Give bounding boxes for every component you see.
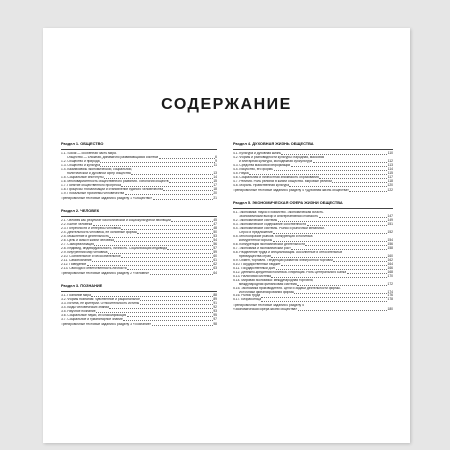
- toc-page-number: 57: [213, 246, 217, 251]
- dot-leader: [91, 296, 213, 297]
- toc-entry-label: 5.17. Безработица: [233, 298, 262, 302]
- toc-page-number: 168: [387, 269, 393, 274]
- dot-leader: [127, 269, 213, 270]
- toc-page-number: 147: [387, 214, 393, 219]
- dot-leader: [298, 310, 387, 311]
- toc-entry-label: 5.16. Рынок труда: [233, 294, 261, 298]
- toc-page-number: 62: [213, 261, 217, 266]
- toc-page-number: 56: [213, 242, 217, 247]
- dot-leader: [125, 194, 213, 195]
- toc-entry-label: политической и духовной сфер общества: [67, 172, 131, 176]
- dot-leader: [108, 253, 213, 254]
- dot-leader: [261, 297, 387, 298]
- dot-leader: [121, 229, 213, 230]
- dot-leader: [109, 308, 212, 309]
- section-divider: [233, 208, 393, 209]
- toc-entry-label: 2.11. Самопознание: [61, 258, 92, 262]
- toc-page-number: 9: [215, 159, 217, 164]
- toc-entry-label: Тренировочные тестовые задания к разделу 3 «Познание»: [61, 323, 152, 327]
- toc-page-number: 91: [213, 301, 217, 306]
- toc-page-number: 154: [387, 238, 393, 243]
- toc-page-number: 170: [387, 273, 393, 278]
- toc-entry-label: 1.8. Процессы глобализации и становление единого человечества: [61, 187, 164, 191]
- dot-leader: [152, 325, 213, 326]
- toc-page-number: 59: [213, 250, 217, 254]
- toc-entry-label: 3.1. Познание мира: [61, 294, 91, 298]
- toc-page-number: 112: [387, 159, 393, 164]
- toc-entry: [233, 298, 393, 302]
- toc-entry-label: 5.5. Многообразие рынков. Конкуренция и политика: [233, 235, 313, 239]
- toc-entry: [61, 318, 217, 322]
- toc-page-number: 178: [387, 297, 393, 302]
- toc-page-number: 64: [213, 270, 217, 275]
- toc-entry-label: 5.12. Денежно-кредитная политика. Инфляция. Роль Центрального Банка: [233, 270, 347, 274]
- document-page: [43, 28, 410, 443]
- dot-leader: [93, 225, 213, 226]
- dot-leader: [121, 257, 213, 258]
- toc-page-number: 152: [387, 230, 393, 235]
- toc-entry-label: «Экономическая сфера жизни общества»: [233, 307, 298, 311]
- toc-page-number: 172: [387, 281, 393, 286]
- toc-page-number: 180: [387, 306, 393, 311]
- toc-section: [233, 201, 393, 311]
- toc-entry-label: 4.4. Искусство, его формы: [233, 168, 274, 172]
- dot-leader: [291, 166, 388, 167]
- toc-page-number: 95: [213, 313, 217, 318]
- dot-leader: [249, 174, 387, 175]
- toc-entry-label: Тренировочные тестовые задания к разделу 4 «Духовная жизнь общества»: [233, 189, 349, 193]
- toc-entry-label: 3.5. Научное познание: [61, 310, 96, 314]
- toc-entry-label: 5.7. Экономика и экономический рост: [233, 247, 291, 251]
- toc-entry: [61, 272, 217, 276]
- toc-entry-label: 2.3. Потребности и интересы человека: [61, 227, 121, 231]
- dot-leader: [294, 293, 387, 294]
- dot-leader: [313, 162, 388, 163]
- dot-leader: [96, 312, 213, 313]
- dot-leader: [305, 245, 387, 246]
- toc-page-number: 164: [387, 261, 393, 266]
- toc-entry-label: 2.13. Свобода и ответственность личности: [61, 266, 127, 270]
- toc-page-number: 118: [387, 179, 393, 184]
- dot-leader: [109, 237, 213, 238]
- toc-entry-label: 5.15. Экономика производителя. Цели и задачи деятельности фирмы.: [233, 286, 341, 290]
- toc-page-number: 17: [213, 183, 217, 187]
- dot-leader: [114, 241, 213, 242]
- toc-entry-label: 1.6. Многовариантность общественного развития. Типология обществ: [61, 180, 169, 184]
- dot-leader: [137, 233, 213, 234]
- toc-page-number: 166: [387, 265, 393, 270]
- toc-entry-label: 2.2. Бытие человека: [61, 223, 93, 227]
- dot-leader: [291, 249, 387, 250]
- toc-entry-label: 5.9. Обмен, торговля. Тенденции развития электронной торговли: [233, 258, 334, 262]
- dot-leader: [271, 257, 387, 258]
- toc-right-column: [233, 142, 393, 319]
- dot-leader: [289, 186, 387, 187]
- toc-page-number: 50: [213, 230, 217, 235]
- dot-leader: [171, 221, 213, 222]
- dot-leader: [121, 186, 212, 187]
- toc-entry: [61, 267, 217, 271]
- toc-entry-label: 2.5. Мышление и деятельность: [61, 235, 110, 239]
- dot-leader: [307, 225, 388, 226]
- toc-page-number: 122: [387, 188, 393, 193]
- toc-page-number: 63: [213, 265, 217, 270]
- dot-leader: [276, 269, 387, 270]
- toc-entry-label: 2.12. Поведение: [61, 262, 87, 266]
- toc-entry-label: 4.2. Формы и разновидности культуры: народная, массовая: [233, 156, 325, 160]
- toc-entry-label: 5.3. Экономическое содержание собственности: [233, 223, 307, 227]
- toc-entry: [61, 192, 217, 196]
- toc-entry-label: Источники финансирования фирмы: [239, 290, 294, 294]
- toc-entry-label: 5.14. Мировая экономика: международная торговля,: [233, 278, 314, 282]
- toc-page-number: 162: [387, 257, 393, 262]
- toc-page-number: 115: [387, 171, 393, 176]
- dot-leader: [273, 241, 388, 242]
- toc-page-number: 176: [387, 293, 393, 298]
- dot-leader: [347, 273, 387, 274]
- toc-page-number: 110: [387, 151, 393, 156]
- section-divider: [233, 149, 393, 150]
- toc-entry-label: 5.4. Экономические системы. Рынок и рыночный механизм.: [233, 227, 325, 231]
- dot-leader: [87, 265, 213, 266]
- toc-entry-label: 2.7. Самореализация: [61, 243, 94, 247]
- dot-leader: [163, 190, 212, 191]
- dot-leader: [92, 261, 213, 262]
- dot-leader: [278, 221, 388, 222]
- toc-page-number: 6: [215, 155, 217, 160]
- section-divider: [61, 291, 217, 292]
- toc-entry-label: 4.7. Религия. Роль религии в жизни общества. Мировые религии: [233, 180, 333, 184]
- toc-entry-label: 4.3. Средства массовой информации: [233, 164, 291, 168]
- toc-entry-label: 4.5. Наука: [233, 172, 249, 176]
- dot-leader: [281, 154, 387, 155]
- toc-entry-label: 5.13. Налоговая система: [233, 274, 272, 278]
- toc-page-number: 13: [213, 171, 217, 176]
- toc-page-number: 48: [213, 226, 217, 231]
- dot-leader: [332, 182, 387, 183]
- dot-leader: [127, 316, 213, 317]
- dot-leader: [319, 178, 387, 179]
- dot-leader: [274, 170, 388, 171]
- toc-entry-label: Тренировочные тестовые задания к разделу 5: [233, 303, 304, 307]
- toc-entry-label: 4.8. Мораль. Нравственная культура: [233, 184, 290, 187]
- toc-page-number: 158: [387, 246, 393, 251]
- dot-leader: [333, 261, 387, 262]
- toc-left-column: [61, 142, 217, 335]
- section-heading: Раздел 5. ЭКОНОМИЧЕСКАЯ СФЕРА ЖИЗНИ ОБЩЕСТВА: [233, 200, 343, 206]
- toc-entry-label: 1.3. Общество и культура: [61, 164, 101, 168]
- dot-leader: [150, 274, 213, 275]
- toc-page-number: 89: [213, 297, 217, 302]
- toc-page-number: 114: [387, 167, 393, 172]
- dot-leader: [281, 265, 387, 266]
- section-heading: Раздел 1. ОБЩЕСТВО: [61, 141, 104, 146]
- toc-page-number: 20: [213, 190, 217, 195]
- toc-section: [61, 284, 217, 327]
- toc-page-number: 92: [213, 305, 217, 310]
- toc-page-number: 54: [213, 238, 217, 243]
- toc-entry: [233, 189, 393, 193]
- toc-entry: [233, 308, 393, 312]
- toc-entry-label: 1.2. Общество и природа: [61, 160, 100, 164]
- toc-page-number: 53: [213, 234, 217, 239]
- toc-entry-label: 5.10. Государственный бюджет: [233, 262, 281, 266]
- toc-page-number: 97: [213, 317, 217, 321]
- dot-leader: [297, 285, 387, 286]
- toc-entry-label: международная финансовая система: [239, 282, 297, 286]
- toc-entry-label: 4.6. Социальная и личностная значимость образования: [233, 176, 319, 180]
- toc-page-number: 174: [387, 289, 393, 294]
- toc-entry-label: Спрос и предложение: [239, 231, 273, 235]
- toc-page-number: 160: [387, 253, 393, 258]
- dot-leader: [159, 155, 217, 160]
- dot-leader: [100, 159, 217, 164]
- toc-entry-label: 2.1. Человек как результат биологической и социокультурной эволюции: [61, 219, 171, 223]
- toc-section: [61, 209, 217, 276]
- toc-entry-label: 2.9. Внутренний мир человека: [61, 251, 108, 254]
- dot-leader: [153, 199, 213, 200]
- section-divider: [61, 149, 217, 150]
- toc-page-number: 18: [213, 186, 217, 191]
- toc-entry-label: 3.7. Социальное и гуманитарное знание: [61, 318, 123, 321]
- toc-entry-label: 1.5. Социальные институты: [61, 176, 104, 180]
- toc-entry-label: 5.11. Государственный долг: [233, 266, 276, 270]
- toc-entry-label: Общество — сложная, динамично развивающаяся система: [67, 156, 159, 160]
- toc-entry-label: 2.8. Индивид, индивидуальность, личность. Социализация индивида: [61, 247, 168, 251]
- toc-entry-label: 5.2. Экономические системы: [233, 219, 278, 223]
- toc-entry-label: 2.4. Деятельность человека, ее основные формы: [61, 231, 137, 235]
- toc-page-number: 45: [213, 218, 217, 223]
- toc-entry: [61, 197, 217, 201]
- toc-entry-label: 2.10. Сознательное и бессознательное: [61, 254, 121, 258]
- toc-entry-label: преимущества стран: [239, 254, 272, 258]
- toc-page-number: 156: [387, 242, 393, 247]
- toc-page-number: 117: [387, 175, 393, 180]
- toc-page-number: 47: [213, 222, 217, 227]
- toc-page-number: 93: [213, 309, 217, 314]
- dot-leader: [123, 320, 213, 321]
- toc-page-number: 151: [387, 222, 393, 227]
- toc-entry-label: 2.6. Цель и смысл жизни человека: [61, 239, 114, 243]
- dot-leader: [169, 182, 213, 183]
- dot-leader: [273, 233, 387, 234]
- toc-entry-label: 3.2. Формы познания: чувственное и рациональное: [61, 298, 140, 302]
- dot-leader: [140, 304, 213, 305]
- dot-leader: [140, 300, 213, 301]
- dot-leader: [167, 249, 212, 250]
- toc-entry-label: 3.3. Истина, ее критерии. Относительность истины: [61, 302, 140, 306]
- toc-entry-label: 5.6. Конкуренция экономической деятельности: [233, 243, 306, 247]
- toc-entry-label: 4.1. Культура и духовная жизнь: [233, 152, 282, 156]
- dot-leader: [131, 174, 213, 175]
- toc-page-number: 98: [213, 322, 217, 327]
- toc-entry-label: 1.7. Понятие общественного прогресса: [61, 184, 122, 187]
- toc-entry-label: Экономический выбор и альтернативная стоимость: [239, 215, 319, 219]
- toc-entry-label: Тренировочные тестовые задания к разделу 2 «Человек»: [61, 271, 150, 275]
- dot-leader: [104, 178, 213, 179]
- dot-leader: [319, 217, 387, 218]
- toc-entry-label: 1.1. Social — особенная часть мира.: [61, 152, 117, 156]
- toc-entry-label: 5.1. Экономика: наука и хозяйство. Экономическая Власть.: [233, 211, 324, 215]
- dot-leader: [94, 245, 213, 246]
- dot-leader: [349, 191, 387, 192]
- section-heading: Раздел 3. ПОЗНАНИЕ: [61, 282, 103, 288]
- section-divider: [61, 216, 217, 217]
- dot-leader: [261, 301, 387, 302]
- page-title: СОДЕРЖАНИЕ: [161, 96, 292, 113]
- toc-page-number: 60: [213, 253, 217, 258]
- toc-entry-label: конкурентной борьбы: [239, 239, 273, 243]
- toc-page-number: 14: [213, 175, 217, 180]
- section-heading: Раздел 4. ДУХОВНАЯ ЖИЗНЬ ОБЩЕСТВА: [233, 141, 314, 146]
- toc-page-number: 15: [213, 179, 217, 184]
- dot-leader: [271, 277, 387, 278]
- toc-section: [233, 142, 393, 193]
- section-heading: Раздел 2. ЧЕЛОВЕК: [61, 208, 100, 213]
- toc-page-number: 11: [213, 163, 217, 168]
- toc-entry: [61, 323, 217, 327]
- toc-page-number: 113: [387, 163, 393, 168]
- toc-entry-label: 3.4. Виды человеческих знаний: [61, 306, 110, 310]
- toc-section: [61, 142, 217, 201]
- toc-entry-label: 1.9. Глобальные проблемы человечества: [61, 191, 125, 195]
- toc-page-number: 149: [387, 218, 393, 223]
- toc-entry-label: 5.8. Разделение труда и специализация. Абсолютные и относительные: [233, 251, 343, 254]
- toc-entry: [233, 184, 393, 188]
- toc-page-number: 21: [213, 196, 217, 201]
- toc-entry-label: и элитарная культура, молодежная субкультура: [239, 160, 313, 164]
- toc-page-number: 120: [387, 183, 393, 187]
- dot-leader: [100, 166, 213, 167]
- toc-entry-label: 3.6. Социальные науки, их классификация: [61, 314, 127, 318]
- toc-entry-label: Тренировочные тестовые задания к разделу 1 «Общество»: [61, 197, 153, 201]
- toc-page-number: 61: [213, 257, 217, 262]
- toc-entry-label: 1.4. Взаимосвязь экономической, социальной,: [61, 168, 133, 172]
- toc-page-number: 88: [213, 293, 217, 298]
